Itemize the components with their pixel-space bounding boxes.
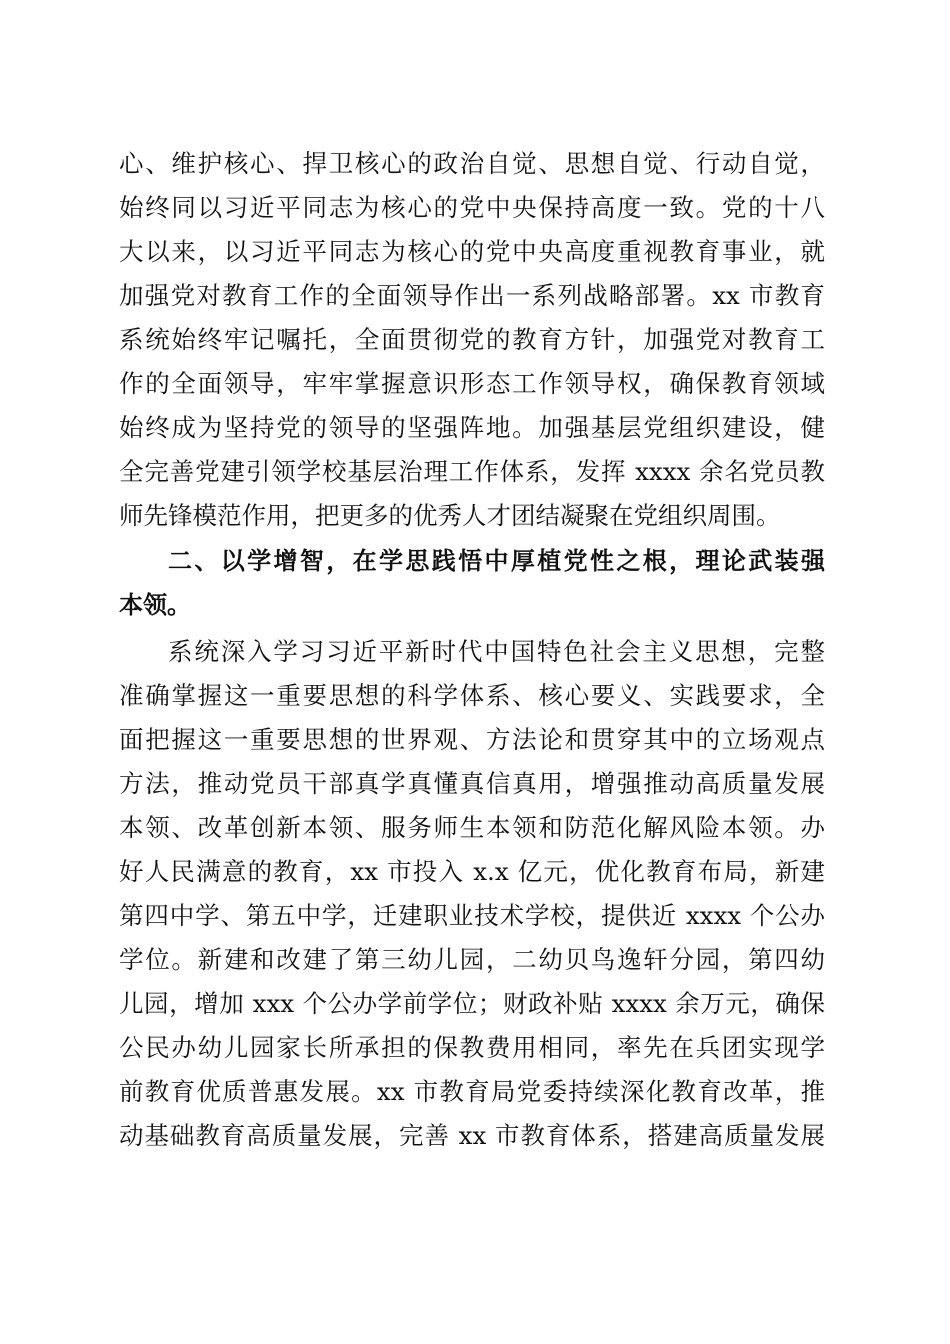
paragraph-line: 大以来，以习近平同志为核心的党中央高度重视教育事业，就	[119, 237, 825, 266]
paragraph-line: 公民办幼儿园家长所承担的保教费用相同，率先在兵团实现学	[119, 1033, 825, 1062]
paragraph-line: 准确掌握这一重要思想的科学体系、核心要义、实践要求，全	[119, 681, 825, 710]
paragraph-line: 儿园，增加 xxx 个公办学前学位；财政补贴 xxxx 余万元，确保	[119, 989, 825, 1018]
paragraph-line: 学位。新建和改建了第三幼儿园，二幼贝鸟逸轩分园，第四幼	[119, 945, 825, 974]
paragraph-line: 作的全面领导，牢牢掌握意识形态工作领导权，确保教育领域	[119, 369, 825, 398]
section-heading: 二、以学增智，在学思践悟中厚植党性之根，理论武装强	[168, 547, 825, 575]
paragraph-line: 始终同以习近平同志为核心的党中央保持高度一致。党的十八	[119, 193, 825, 222]
section-heading: 本领。	[119, 591, 191, 619]
paragraph-line: 加强党对教育工作的全面领导作出一系列战略部署。xx 市教育	[119, 281, 825, 310]
paragraph-line: 本领、改革创新本领、服务师生本领和防范化解风险本领。办	[119, 813, 825, 842]
paragraph-line: 系统深入学习习近平新时代中国特色社会主义思想，完整	[168, 637, 825, 666]
paragraph-line: 全完善党建引领学校基层治理工作体系，发挥 xxxx 余名党员教	[119, 457, 825, 486]
paragraph-line: 好人民满意的教育，xx 市投入 x.x 亿元，优化教育布局，新建	[119, 857, 825, 886]
paragraph-line: 方法，推动党员干部真学真懂真信真用，增强推动高质量发展	[119, 769, 825, 798]
paragraph-line: 第四中学、第五中学，迁建职业技术学校，提供近 xxxx 个公办	[119, 901, 825, 930]
paragraph-line: 始终成为坚持党的领导的坚强阵地。加强基层党组织建设，健	[119, 413, 825, 442]
paragraph-line: 系统始终牢记嘱托，全面贯彻党的教育方针，加强党对教育工	[119, 325, 825, 354]
paragraph-line: 师先锋模范作用，把更多的优秀人才团结凝聚在党组织周围。	[119, 501, 781, 530]
paragraph-line: 心、维护核心、捍卫核心的政治自觉、思想自觉、行动自觉，	[119, 149, 825, 178]
paragraph-line: 动基础教育高质量发展，完善 xx 市教育体系，搭建高质量发展	[119, 1121, 825, 1150]
paragraph-line: 前教育优质普惠发展。xx 市教育局党委持续深化教育改革，推	[119, 1077, 825, 1106]
paragraph-line: 面把握这一重要思想的世界观、方法论和贯穿其中的立场观点	[119, 725, 825, 754]
